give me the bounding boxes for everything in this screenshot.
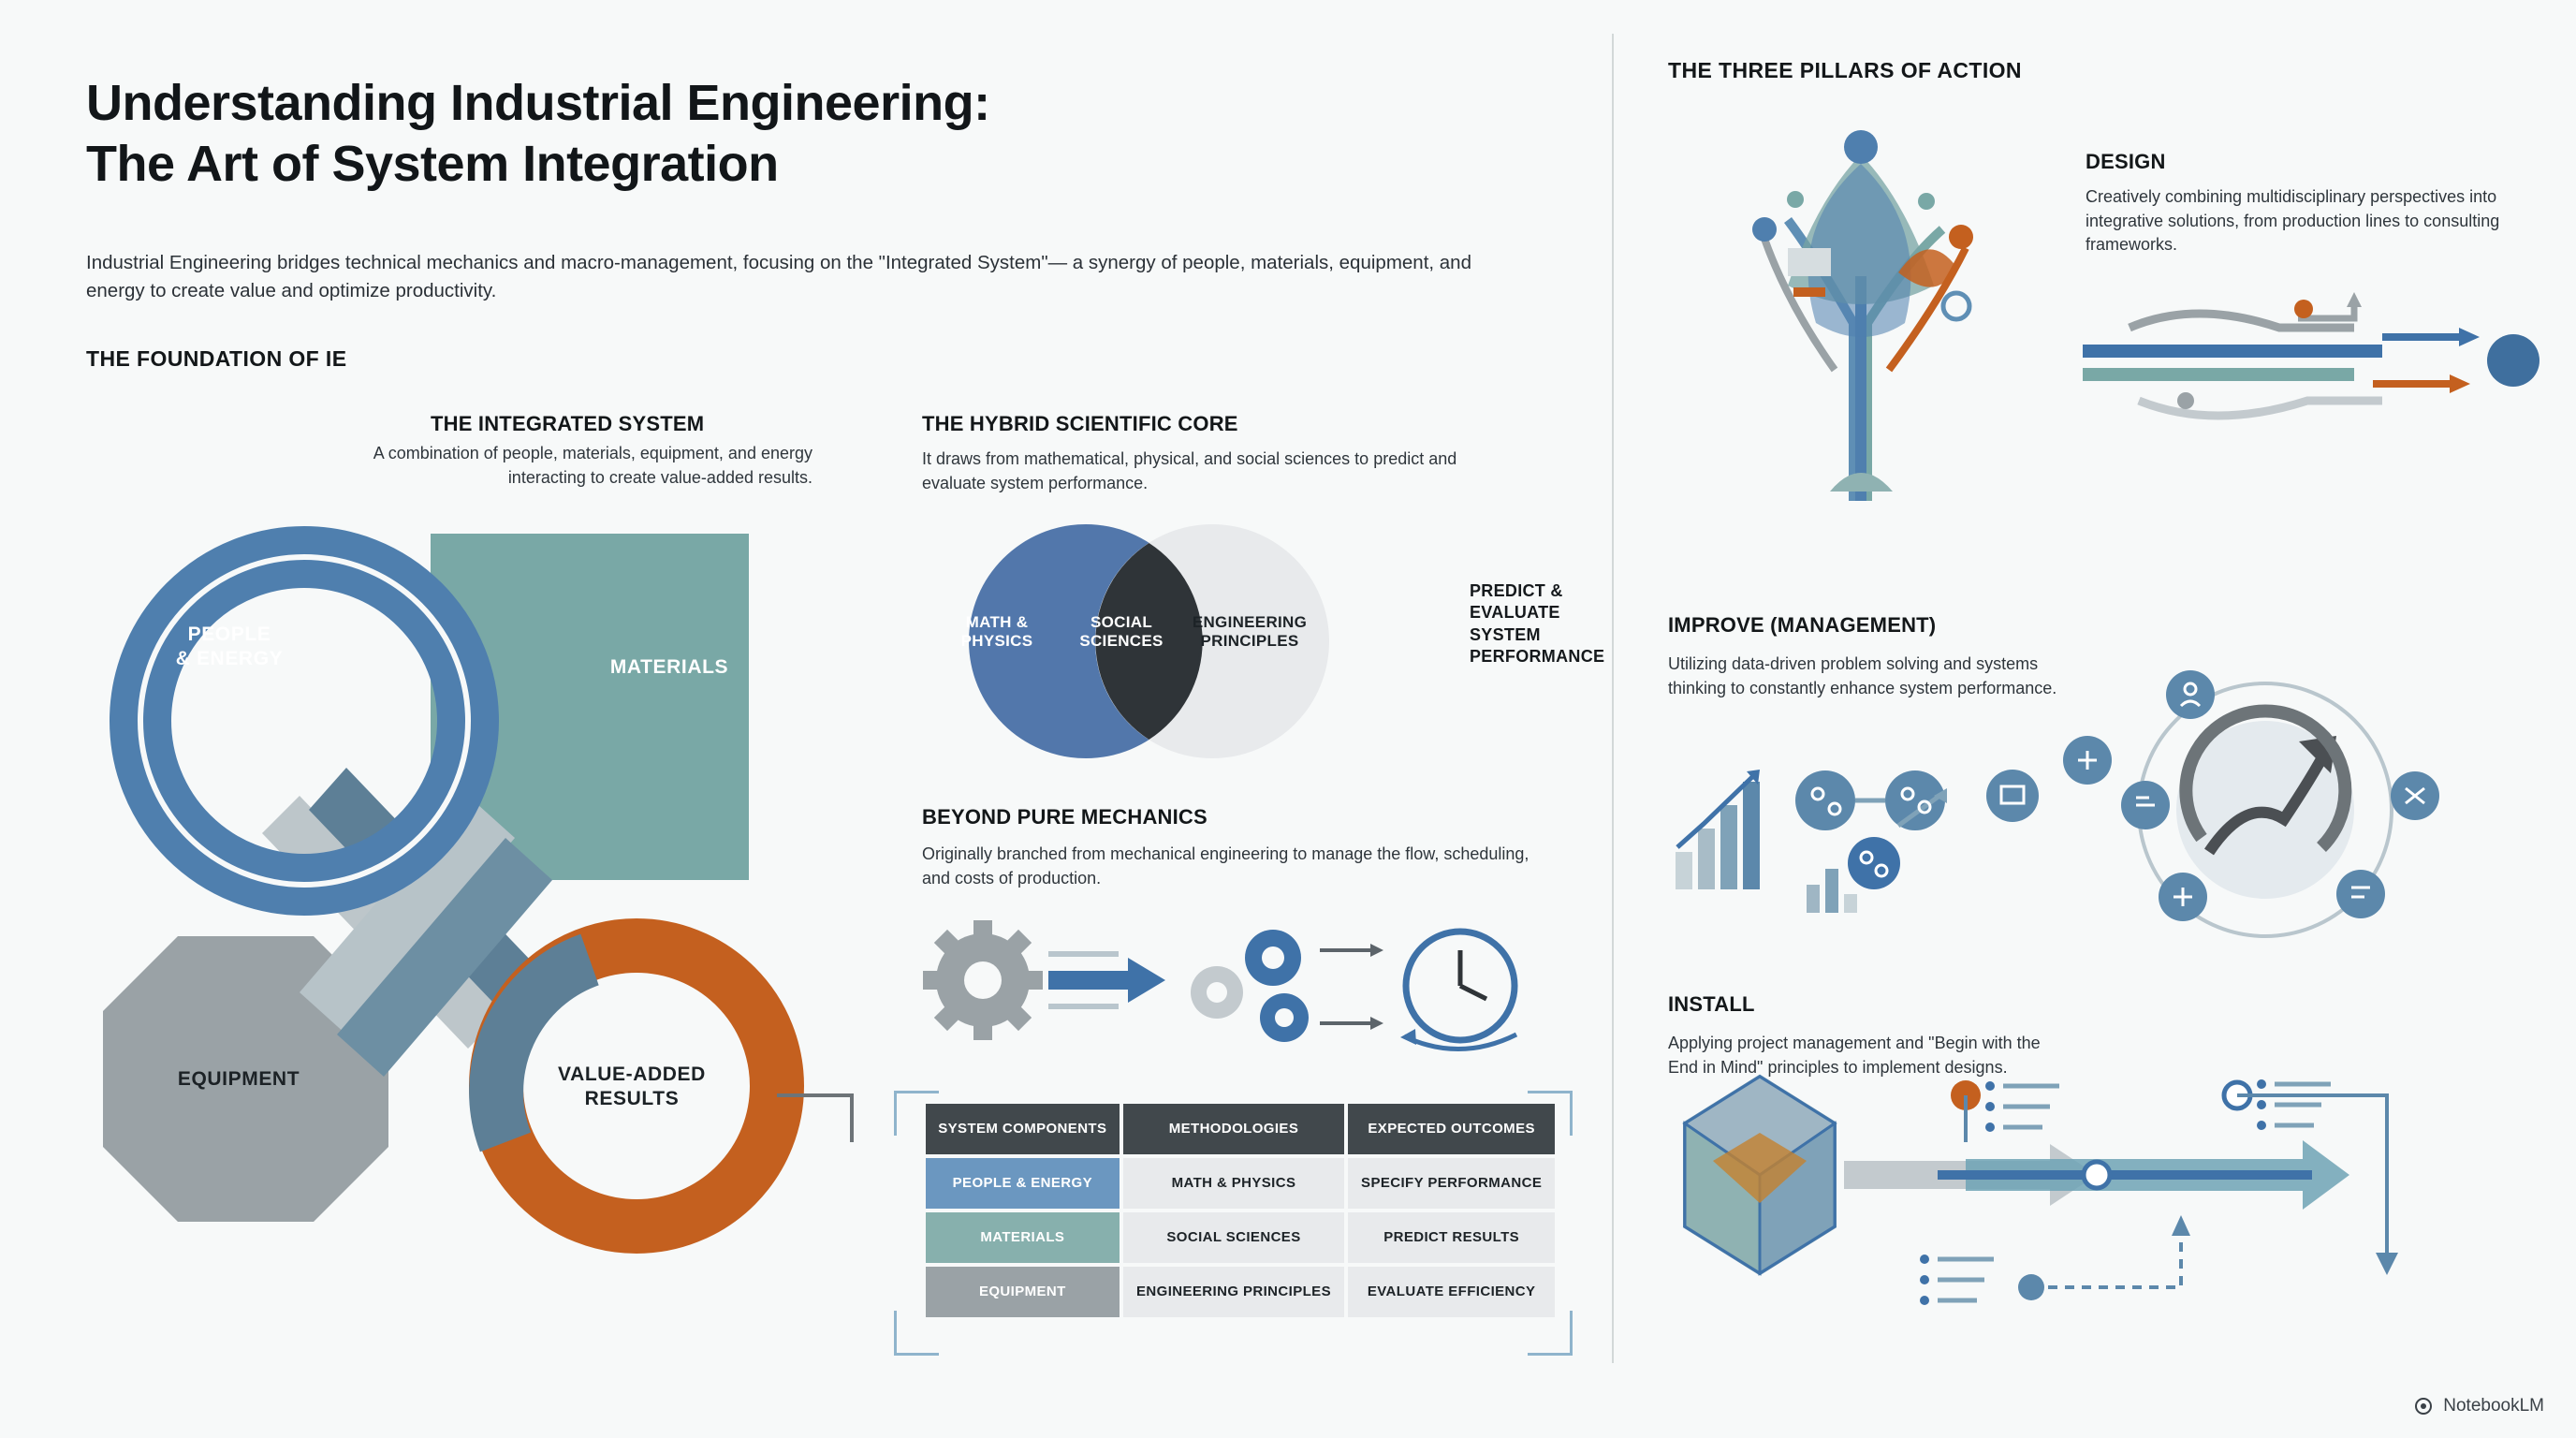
beyond-mechanics-description: Originally branched from mechanical engineering to manage the flow, scheduling, and costs of production. [922,844,1530,888]
knot-label-value-added-results [524,1063,739,1112]
knot-label-equipment: EQUIPMENT [177,1068,300,1090]
gear-icon-blue-2 [1260,993,1309,1042]
flow-arrow-icon [1048,954,1165,1006]
knot-label-materials: MATERIALS [609,656,729,678]
page-title-line2: The Art of System Integration [86,135,779,192]
venn-right-line2: PRINCIPLES [1200,632,1299,651]
pillar-design-description: Creatively combining multidisciplinary perspectives into integrative solutions, from production lines to consulting frameworks. [2086,187,2500,255]
gear-icon-small-gray [1191,966,1243,1019]
cell-equipment: EQUIPMENT [926,1267,1120,1317]
venn-mid-line1: SOCIAL [1090,613,1153,631]
knot-label-value-line1: VALUE-ADDED [558,1064,706,1085]
table-header-methodologies: METHODOLOGIES [1123,1104,1345,1154]
page-title [86,73,1490,195]
table-header-row [926,1104,1555,1154]
design-tree-illustration [1676,89,2050,510]
table-row [926,1212,1555,1263]
venn-mid-line2: SCIENCES [1079,632,1164,651]
clock-icon [1406,932,1515,1040]
callout-line3: SYSTEM [1470,624,1541,644]
hybrid-core-description: It draws from mathematical, physical, and social sciences to predict and evaluate system performance. [922,449,1457,492]
cell-social-sciences: SOCIAL SCIENCES [1123,1212,1345,1263]
design-flow-illustration [2073,281,2541,449]
pillars-section-heading: THE THREE PILLARS OF ACTION [1668,58,2022,82]
venn-right-line1: ENGINEERING [1192,613,1308,631]
column-divider [1612,34,1614,1363]
install-illustration [1657,1039,2537,1357]
pillar-install-description: Applying project management and "Begin with the End in Mind" principles to implement designs. [1668,1034,2041,1077]
intro-paragraph: Industrial Engineering bridges technical mechanics and macro-management, focusing on the "Integrated System"— a synergy of people, materials, equipment, and energy to create value and optimize productivity. [86,251,1471,302]
gear-icon-large [923,920,1043,1040]
table-header-system-components: SYSTEM COMPONENTS [926,1104,1120,1154]
pillar-design-title: DESIGN [2086,150,2166,173]
venn-label-social-sciences [1065,613,1178,652]
cell-predict-results: PREDICT RESULTS [1348,1212,1555,1263]
cell-evaluate-efficiency: EVALUATE EFFICIENCY [1348,1267,1555,1317]
knot-label-people-line2: & ENERGY [175,648,284,670]
notebooklm-brand [2412,1395,2544,1417]
pillar-improve-description: Utilizing data-driven problem solving and systems thinking to constantly enhance system performance. [1668,654,2057,697]
notebooklm-label: NotebookLM [2443,1396,2544,1416]
callout-line4: PERFORMANCE [1470,647,1605,667]
knot-label-value-line2: RESULTS [584,1088,680,1110]
right-column [1647,0,2576,1438]
bar-chart-icon [1676,770,1760,889]
integrated-system-heading: THE INTEGRATED SYSTEM [431,412,705,435]
pillar-install-title: INSTALL [1668,992,1755,1016]
system-matrix-table [922,1100,1559,1321]
notebooklm-logo-icon [2412,1395,2435,1417]
cell-materials: MATERIALS [926,1212,1120,1263]
polyhedron-icon [1685,1077,1835,1273]
pillar-improve-title: IMPROVE (MANAGEMENT) [1668,613,1937,637]
hybrid-core-heading: THE HYBRID SCIENTIFIC CORE [922,412,1238,435]
improve-illustration [1666,655,2546,983]
venn-left-line2: PHYSICS [960,632,1033,651]
callout-line2: EVALUATE [1470,603,1560,623]
gears-flow-illustration [917,913,1573,1063]
cell-math-physics: MATH & PHYSICS [1123,1158,1345,1209]
cell-people-energy: PEOPLE & ENERGY [926,1158,1120,1209]
table-header-expected-outcomes: EXPECTED OUTCOMES [1348,1104,1555,1154]
callout-line1: PREDICT & [1470,581,1563,600]
knot-label-people-line1: PEOPLE [187,624,271,645]
venn-left-line1: MATH & [965,613,1029,631]
gear-icon-blue-1 [1245,930,1301,986]
cell-specify-performance: SPECIFY PERFORMANCE [1348,1158,1555,1209]
integrated-system-description: A combination of people, materials, equipment, and energy interacting to create value-added results. [373,444,812,487]
venn-label-math-physics [936,613,1058,652]
table-row [926,1267,1555,1317]
beyond-mechanics-heading: BEYOND PURE MECHANICS [922,805,1208,829]
page-title-line1: Understanding Industrial Engineering: [86,75,990,132]
cell-engineering-principles: ENGINEERING PRINCIPLES [1123,1267,1345,1317]
venn-label-engineering-principles [1175,613,1325,652]
integrated-system-knot-diagram [66,487,908,1329]
knot-label-people-energy [131,623,328,672]
table-row [926,1158,1555,1209]
foundation-section-label: THE FOUNDATION OF IE [86,346,347,371]
